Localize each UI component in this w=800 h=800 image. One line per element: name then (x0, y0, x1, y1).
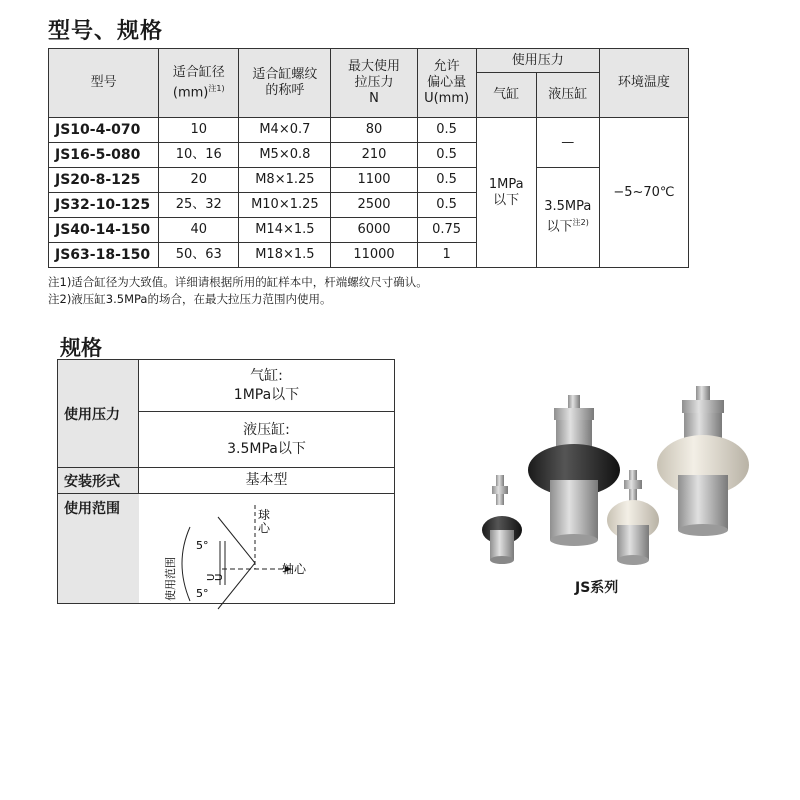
cell-hydraulic-dash: — (536, 118, 599, 168)
label-pressure: 使用压力 (58, 360, 139, 468)
cell-force: 1100 (331, 168, 417, 193)
cell-thread: M18×1.5 (239, 243, 331, 268)
header-hydraulic: 液压缸 (536, 73, 599, 118)
cell-force: 6000 (331, 218, 417, 243)
note-1: 注1)适合缸径为大致值。详细请根据所用的缸样本中，杆端螺纹尺寸确认。 (48, 275, 428, 289)
label-u-1: U (206, 573, 217, 581)
label-use-range: 使用范围 (164, 557, 177, 601)
model-spec-table (48, 48, 689, 268)
table-notes (48, 274, 428, 308)
joint-small-clear (607, 470, 659, 565)
header-eccentricity: 允许 偏心量 U(mm) (417, 49, 476, 118)
value-pneumatic: 气缸: 1MPa以下 (139, 360, 395, 412)
cell-model: JS40-14-150 (49, 218, 159, 243)
cell-eccentricity: 0.5 (417, 118, 476, 143)
cell-thread: M5×0.8 (239, 143, 331, 168)
header-force: 最大使用 拉压力 N (331, 49, 417, 118)
label-ball-center-1: 球 (258, 508, 271, 522)
cell-thread: M14×1.5 (239, 218, 331, 243)
range-diagram (160, 505, 320, 610)
range-line-lower (218, 563, 255, 609)
cell-bore: 50、63 (159, 243, 239, 268)
header-pneumatic: 气缸 (476, 73, 536, 118)
product-caption: JS系列 (575, 580, 619, 596)
section-title-spec: 规格 (60, 336, 102, 360)
cell-model: JS20-8-125 (49, 168, 159, 193)
cell-bore: 20 (159, 168, 239, 193)
label-ball-center-2: 心 (258, 521, 271, 535)
cell-force: 80 (331, 118, 417, 143)
cell-bore: 10、16 (159, 143, 239, 168)
joint-large-clear (657, 386, 749, 536)
label-mount: 安装形式 (58, 468, 139, 494)
cell-bore: 40 (159, 218, 239, 243)
cell-temperature: −5~70℃ (599, 118, 688, 268)
value-mount: 基本型 (139, 468, 395, 494)
label-axis: 轴心 (282, 562, 307, 576)
header-thread: 适合缸螺纹 的称呼 (239, 49, 331, 118)
label-range: 使用范围 (58, 494, 139, 604)
cell-eccentricity: 0.5 (417, 168, 476, 193)
header-model: 型号 (49, 49, 159, 118)
cell-model: JS10-4-070 (49, 118, 159, 143)
header-pressure: 使用压力 (476, 49, 599, 73)
cell-hydraulic-pressure: 3.5MPa 以下$^{注2)}$ (536, 168, 599, 268)
range-arc (182, 527, 190, 601)
cell-force: 2500 (331, 193, 417, 218)
table-row (49, 118, 689, 143)
header-temperature: 环境温度 (599, 49, 688, 118)
joint-small-dark (482, 475, 522, 564)
cell-force: 210 (331, 143, 417, 168)
cell-eccentricity: 1 (417, 243, 476, 268)
label-angle-2: 5° (196, 587, 209, 600)
range-line-upper (218, 517, 255, 563)
cell-pneumatic-pressure: 1MPa 以下 (476, 118, 536, 268)
cell-bore: 10 (159, 118, 239, 143)
cell-bore: 25、32 (159, 193, 239, 218)
label-angle-1: 5° (196, 539, 209, 552)
value-hydraulic: 液压缸: 3.5MPa以下 (139, 412, 395, 468)
product-photo (470, 380, 750, 575)
section-title-model-spec: 型号、规格 (48, 19, 164, 44)
table-row (49, 168, 689, 193)
cell-thread: M10×1.25 (239, 193, 331, 218)
joint-large-dark (528, 395, 620, 546)
cell-force: 11000 (331, 243, 417, 268)
cell-model: JS63-18-150 (49, 243, 159, 268)
cell-thread: M4×0.7 (239, 118, 331, 143)
cell-model: JS16-5-080 (49, 143, 159, 168)
note-2: 注2)液压缸3.5MPa的场合，在最大拉压力范围内使用。 (48, 292, 332, 306)
header-bore: 适合缸径 (mm)$^{注1)}$ (159, 49, 239, 118)
cell-model: JS32-10-125 (49, 193, 159, 218)
cell-thread: M8×1.25 (239, 168, 331, 193)
cell-eccentricity: 0.5 (417, 193, 476, 218)
cell-eccentricity: 0.75 (417, 218, 476, 243)
label-u-2: U (214, 573, 225, 581)
cell-eccentricity: 0.5 (417, 143, 476, 168)
